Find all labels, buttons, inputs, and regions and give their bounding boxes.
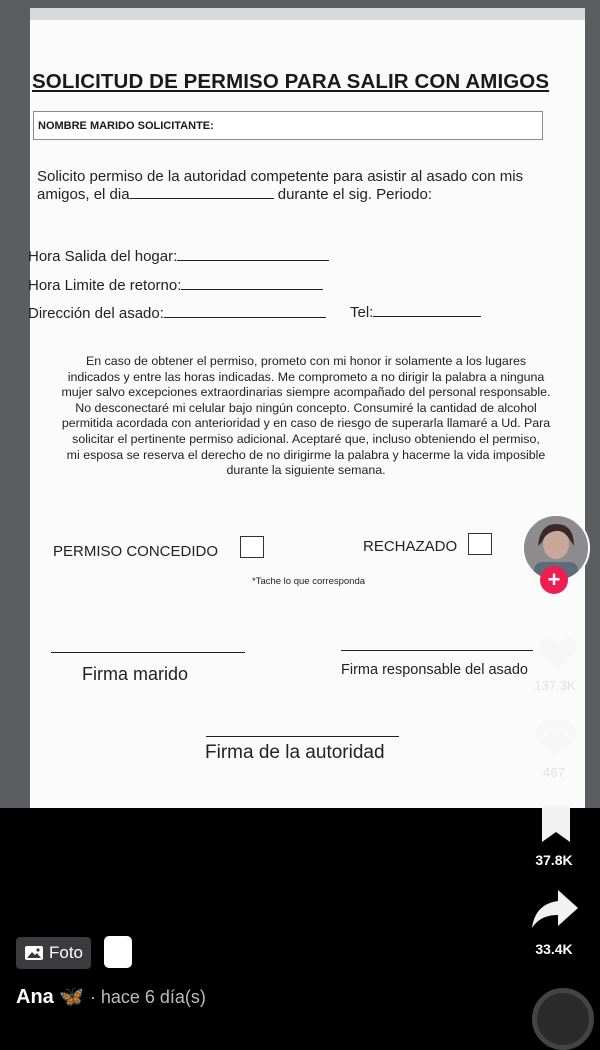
- like-heart-icon[interactable]: [538, 636, 578, 672]
- bookmark-icon[interactable]: [540, 806, 572, 844]
- cross-out-note: *Tache lo que corresponda: [252, 576, 366, 587]
- return-time-label: Hora Limite de retorno:: [28, 277, 182, 294]
- author-name: Ana: [16, 986, 54, 1008]
- responsible-signature-label: Firma responsable del asado: [341, 662, 528, 678]
- music-disc-icon[interactable]: [532, 988, 594, 1050]
- square-button[interactable]: [104, 936, 132, 968]
- paragraph-line: mujer salvo excepciones extraordinarias siempre acompañado del personal responsable.: [61, 385, 551, 400]
- comments-count: 467: [543, 765, 565, 780]
- address-blank: [164, 316, 326, 318]
- paragraph-line: solicitar el pertinente permiso adicional. Aceptaré que, incluso obteniendo el permiso,: [72, 431, 540, 446]
- husband-name-label: NOMBRE MARIDO SOLICITANTE:: [38, 120, 214, 132]
- departure-time-label: Hora Salida del hogar:: [28, 248, 178, 265]
- shares-count: 33.4K: [535, 941, 573, 957]
- post-time: · hace 6 día(s): [89, 987, 206, 1007]
- authority-signature-label: Firma de la autoridad: [205, 742, 385, 763]
- address-label: Dirección del asado:: [28, 305, 164, 322]
- address-field: [28, 305, 326, 322]
- rejected-checkbox[interactable]: [468, 533, 492, 555]
- husband-signature-label: Firma marido: [82, 664, 189, 684]
- return-time-field: [28, 277, 323, 294]
- paragraph-line: durante la siguiente semana.: [226, 463, 386, 478]
- photo-badge-label: Foto: [49, 943, 84, 962]
- photo-mode-badge[interactable]: [16, 937, 91, 969]
- commitment-paragraph: [26, 354, 586, 479]
- tel-label: Tel:: [350, 304, 374, 321]
- follow-plus-icon[interactable]: +: [540, 566, 568, 594]
- authority-signature-line: [206, 736, 399, 737]
- paragraph-line: No desconectaré mi celular bajo ningún concepto. Consumiré la cantidad de alcohol: [75, 400, 537, 415]
- return-time-blank: [181, 288, 323, 290]
- post-author-line[interactable]: [16, 984, 206, 1009]
- request-line-1: Solicito permiso de la autoridad competente para asistir al asado con mis: [37, 168, 524, 185]
- departure-time-field: [28, 248, 329, 265]
- granted-label: PERMISO CONCEDIDO: [53, 543, 219, 560]
- paragraph-line: indicados y entre las horas indicadas. Me comprometo a no dirigir la palabra a ninguna: [67, 369, 545, 384]
- permission-document: [30, 8, 585, 808]
- saves-count: 37.8K: [535, 852, 573, 868]
- rejected-label: RECHAZADO: [363, 538, 458, 555]
- request-line-2b: durante el sig. Periodo:: [277, 186, 432, 203]
- departure-time-blank: [177, 259, 329, 261]
- date-blank: [130, 197, 274, 199]
- husband-signature-line: [51, 652, 245, 653]
- paragraph-line: En caso de obtener el permiso, prometo con mi honor ir solamente a los lugares: [85, 354, 527, 368]
- photo-icon: [24, 945, 44, 961]
- document-top-strip: [30, 8, 585, 20]
- husband-name-field: [33, 111, 543, 140]
- tel-field: [350, 304, 481, 321]
- paragraph-line: mi esposa se reserva el derecho de no dirigirme la palabra y hacerme la vida imposible: [66, 447, 546, 462]
- share-arrow-icon[interactable]: [530, 888, 580, 930]
- granted-checkbox[interactable]: [240, 536, 264, 558]
- document-title: SOLICITUD DE PERMISO PARA SALIR CON AMIGOS: [32, 70, 550, 93]
- tel-blank: [373, 315, 481, 317]
- responsible-signature-line: [341, 650, 533, 651]
- comment-bubble-icon[interactable]: [534, 716, 578, 758]
- likes-count: 137.3K: [534, 678, 576, 693]
- paragraph-line: permitida acordada con anterioridad y en caso de riesgo de superarla llamaré a Ud. Para: [61, 416, 551, 431]
- request-line-2a: amigos, el dia: [37, 186, 130, 203]
- butterfly-icon: 🦋: [59, 986, 85, 1008]
- request-text: [37, 168, 577, 204]
